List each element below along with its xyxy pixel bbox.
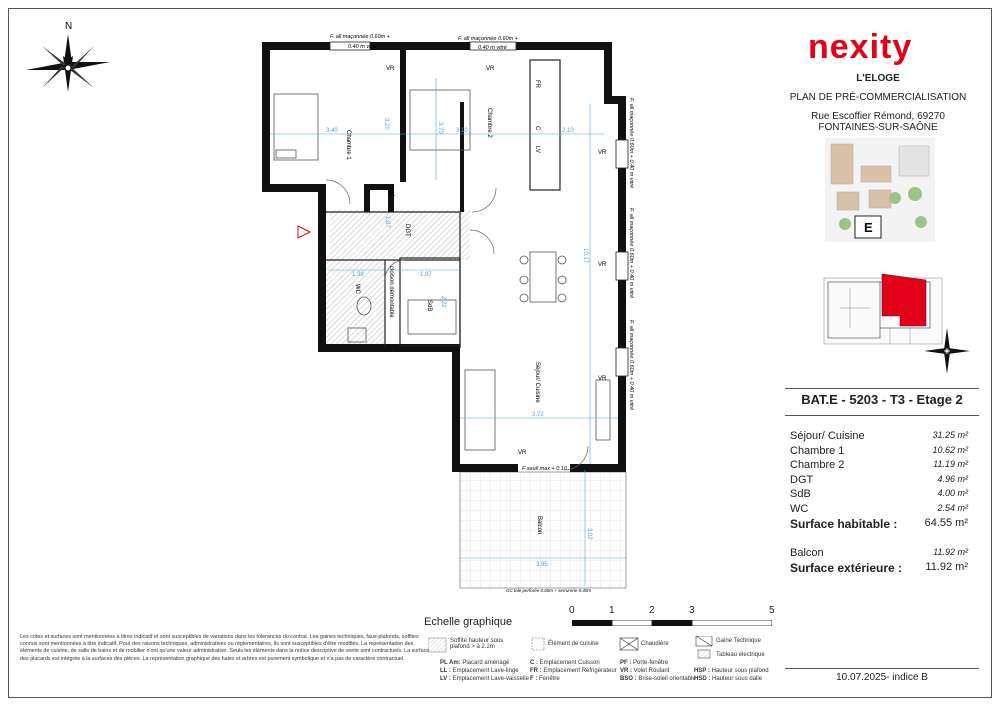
site-plan-thumbnail [825,138,935,242]
legend-row [530,668,617,674]
legend-code: LV : [440,676,451,682]
surface-habitable-label: Surface habitable : [790,517,898,531]
room-wc: WC [354,284,360,294]
room-chambre1: Chambre 1 [345,130,351,160]
separator [785,388,979,389]
dim-139: 1.39 [352,272,364,278]
dim-222: 2.22 [440,296,446,308]
label-vr2: VR [486,66,495,72]
disclaimer: Les cotes et surfaces sont mentionnées à titres indicatif et sont susceptibles de variations dans les tolérances du contrat. Les gaines techniques, faux-plafonds, soffites connus sont mentionnées à titre indicatif. Pour des raisons techniques, administratives ou réglementaires, ils sont susceptibles d'être modifiés. La représentation des éléments de cuisine, de salle de bains et de mobilier n'ont qu'une valeur administrative. Seuls les éléments dans la notice descriptive de vente sont contractuels. La surface des placards est intégrée à la surfaces des pièces. La représentation graphique des haies et arbres est purement symbolique et n'a pas de caractère contractuel. [20,634,430,662]
legend-tableau: Tableau électrique [716,652,765,658]
note-fall-top2-a: F. all maçonnée 0.60m + [458,36,518,42]
legend-text: Volet Roulant [633,668,670,674]
dim-395: 3.95 [536,562,548,568]
dim-372: 3.72 [532,412,544,418]
surface-label: SdB [790,488,811,500]
dim-320: 3.20 [383,118,389,130]
legend-row [530,676,560,682]
surface-value: 2.54 m² [937,503,968,513]
entrance-marker [298,226,310,238]
note-seuil: F seuil max + 0.10 [522,466,567,472]
surface-row [790,503,968,517]
label-vr-right3: VR [598,376,607,382]
room-balcon: Balcon [536,516,542,535]
note-fall-right1: F. all maçonnée 0.60m + 0.40 m vitré [628,98,634,189]
brand-logo: nexity [808,28,913,66]
legend-row [694,668,769,674]
surface-label: Séjour/ Cuisine [790,430,865,442]
legend-row [440,676,529,682]
legend-row [530,660,600,666]
room-dgt: DGT [404,224,410,237]
note-fall-right3: F. all maçonnée 0.60m + 0.40 m vitré [628,320,634,411]
legend-code: BSO : [620,676,637,682]
surface-habitable-value: 64.55 m² [924,517,968,529]
dim-370: 3.70 [437,122,443,134]
legend-row [620,660,668,666]
lot-title: BAT.E - 5203 - T3 - Etage 2 [801,392,963,407]
label-vr-right2: VR [598,262,607,268]
separator [785,668,979,669]
legend-element-cuisine: Élément de cuisine [548,641,599,647]
legend-soffite: Soffite hauteur sous plafond > à 2.2m [450,638,504,650]
document-type: PLAN DE PRÉ-COMMERCIALISATION [789,92,967,103]
label-fr: FR [534,80,540,88]
surface-value: 10.62 m² [932,445,968,455]
dim-187a: 1.87 [384,216,390,228]
surface-value: 4.96 m² [937,474,968,484]
north-label: N [65,21,73,32]
scale-tick: 3 [689,605,695,616]
legend-gaine: Gaine Technique [716,638,761,644]
building-letter: E [864,220,873,235]
room-sdb: SdB [426,300,432,312]
address-line1: Rue Escoffier Rémond, 69270 [811,111,945,122]
legend-code: C : [530,660,538,666]
surface-row [790,430,968,444]
floor-plan [260,30,660,600]
balcony-floor [460,472,626,588]
legend-text: Emplacement Cuisson [539,660,600,666]
note-fall-right2: F. all maçonnée 0.60m + 0.40 m vitré [628,208,634,299]
scale-bar [572,620,772,626]
surface-value: 31.25 m² [932,430,968,440]
surface-exterieure-row [790,561,968,575]
legend-code: HSP : [694,668,710,674]
label-vr1: VR [386,66,395,72]
note-fall-top1-b: 0.40 m vitré [348,44,377,50]
surface-habitable-row [790,517,968,531]
surface-exterieure-value: 11.92 m² [925,561,968,573]
legend-code: LL : [440,668,451,674]
surface-row [790,459,968,473]
surface-row [790,488,968,502]
legend-text: Hauteur sous dalle [712,676,763,682]
surface-row [790,474,968,488]
note-gc: GC tole perforée 0.60m + serrurerie 0.40m [506,588,592,593]
legend-text: Emplacement Lave-vaisselle [452,676,529,682]
legend-text: Porte-fenêtre [633,660,669,666]
date-index: 10.07.2025- indice B [836,672,928,683]
scale-tick: 0 [569,605,575,616]
label-vr-sejour: VR [518,450,527,456]
note-fall-top1-a: F. all maçonnée 0.60m + [330,34,390,40]
surface-label: Chambre 2 [790,459,845,471]
legend-row [440,660,509,666]
scale-tick: 1 [609,605,615,616]
dim-210: 2.10 [562,128,574,134]
legend-text: Fenêtre [539,676,560,682]
label-vr-right1: VR [598,150,607,156]
dim-310: 3.10 [456,128,468,134]
dim-340: 3.40 [326,128,338,134]
surface-label: DGT [790,474,814,486]
compass-rose [22,16,118,96]
surface-value: 11.19 m² [933,459,968,469]
scale-tick: 2 [649,605,655,616]
balcon-label: Balcon [790,547,824,559]
legend-text: Emplacement Réfrigérateur [543,668,617,674]
project-name: L'ELOGE [856,73,900,84]
legend-text: Placard aménagé [462,660,510,666]
label-cloison: cloison démontable [388,266,394,318]
legend-row [694,676,762,682]
surface-value: 4.00 m² [937,488,968,498]
label-pl: PL [388,192,396,198]
surface-exterieure-label: Surface extérieure : [790,561,903,575]
small-compass [922,326,972,376]
surface-label: WC [790,503,809,515]
label-c: C [534,126,540,131]
note-fall-top2-b: 0.40 m vitré [478,45,507,51]
scale-title: Echelle graphique [424,616,513,628]
balcon-value: 11.92 m² [933,547,968,557]
legend-code: PF : [620,660,632,666]
dim-187b: 1.87 [420,272,432,278]
scale-tick: 5 [769,605,775,616]
legend-chaudiere: Chaudière [641,641,669,647]
balcon-row [790,547,968,561]
room-chambre2: Chambre 2 [486,108,492,138]
dim-1017: 10.17 [582,248,588,264]
legend-row [620,668,669,674]
legend-row [440,668,519,674]
address-line2: FONTAINES-SUR-SAÔNE [818,122,938,133]
legend-code: PL Am: [440,660,461,666]
legend-row [620,676,696,682]
legend-text: Hauteur sous plafond [711,668,769,674]
legend-code: HSD : [694,676,711,682]
legend-code: VR : [620,668,632,674]
label-lv: LV [534,146,540,153]
legend-text: Emplacement Lave-linge [452,668,519,674]
dgt-hatch [330,210,470,260]
legend-code: F : [530,676,538,682]
legend-text: Brise-soleil orientable [638,676,696,682]
surface-label: Chambre 1 [790,445,845,457]
legend-code: FR : [530,668,542,674]
dim-302: 3.02 [586,528,592,540]
separator [785,415,979,416]
room-sejour: Séjour/ Cuisine [534,362,540,403]
surface-row [790,445,968,459]
